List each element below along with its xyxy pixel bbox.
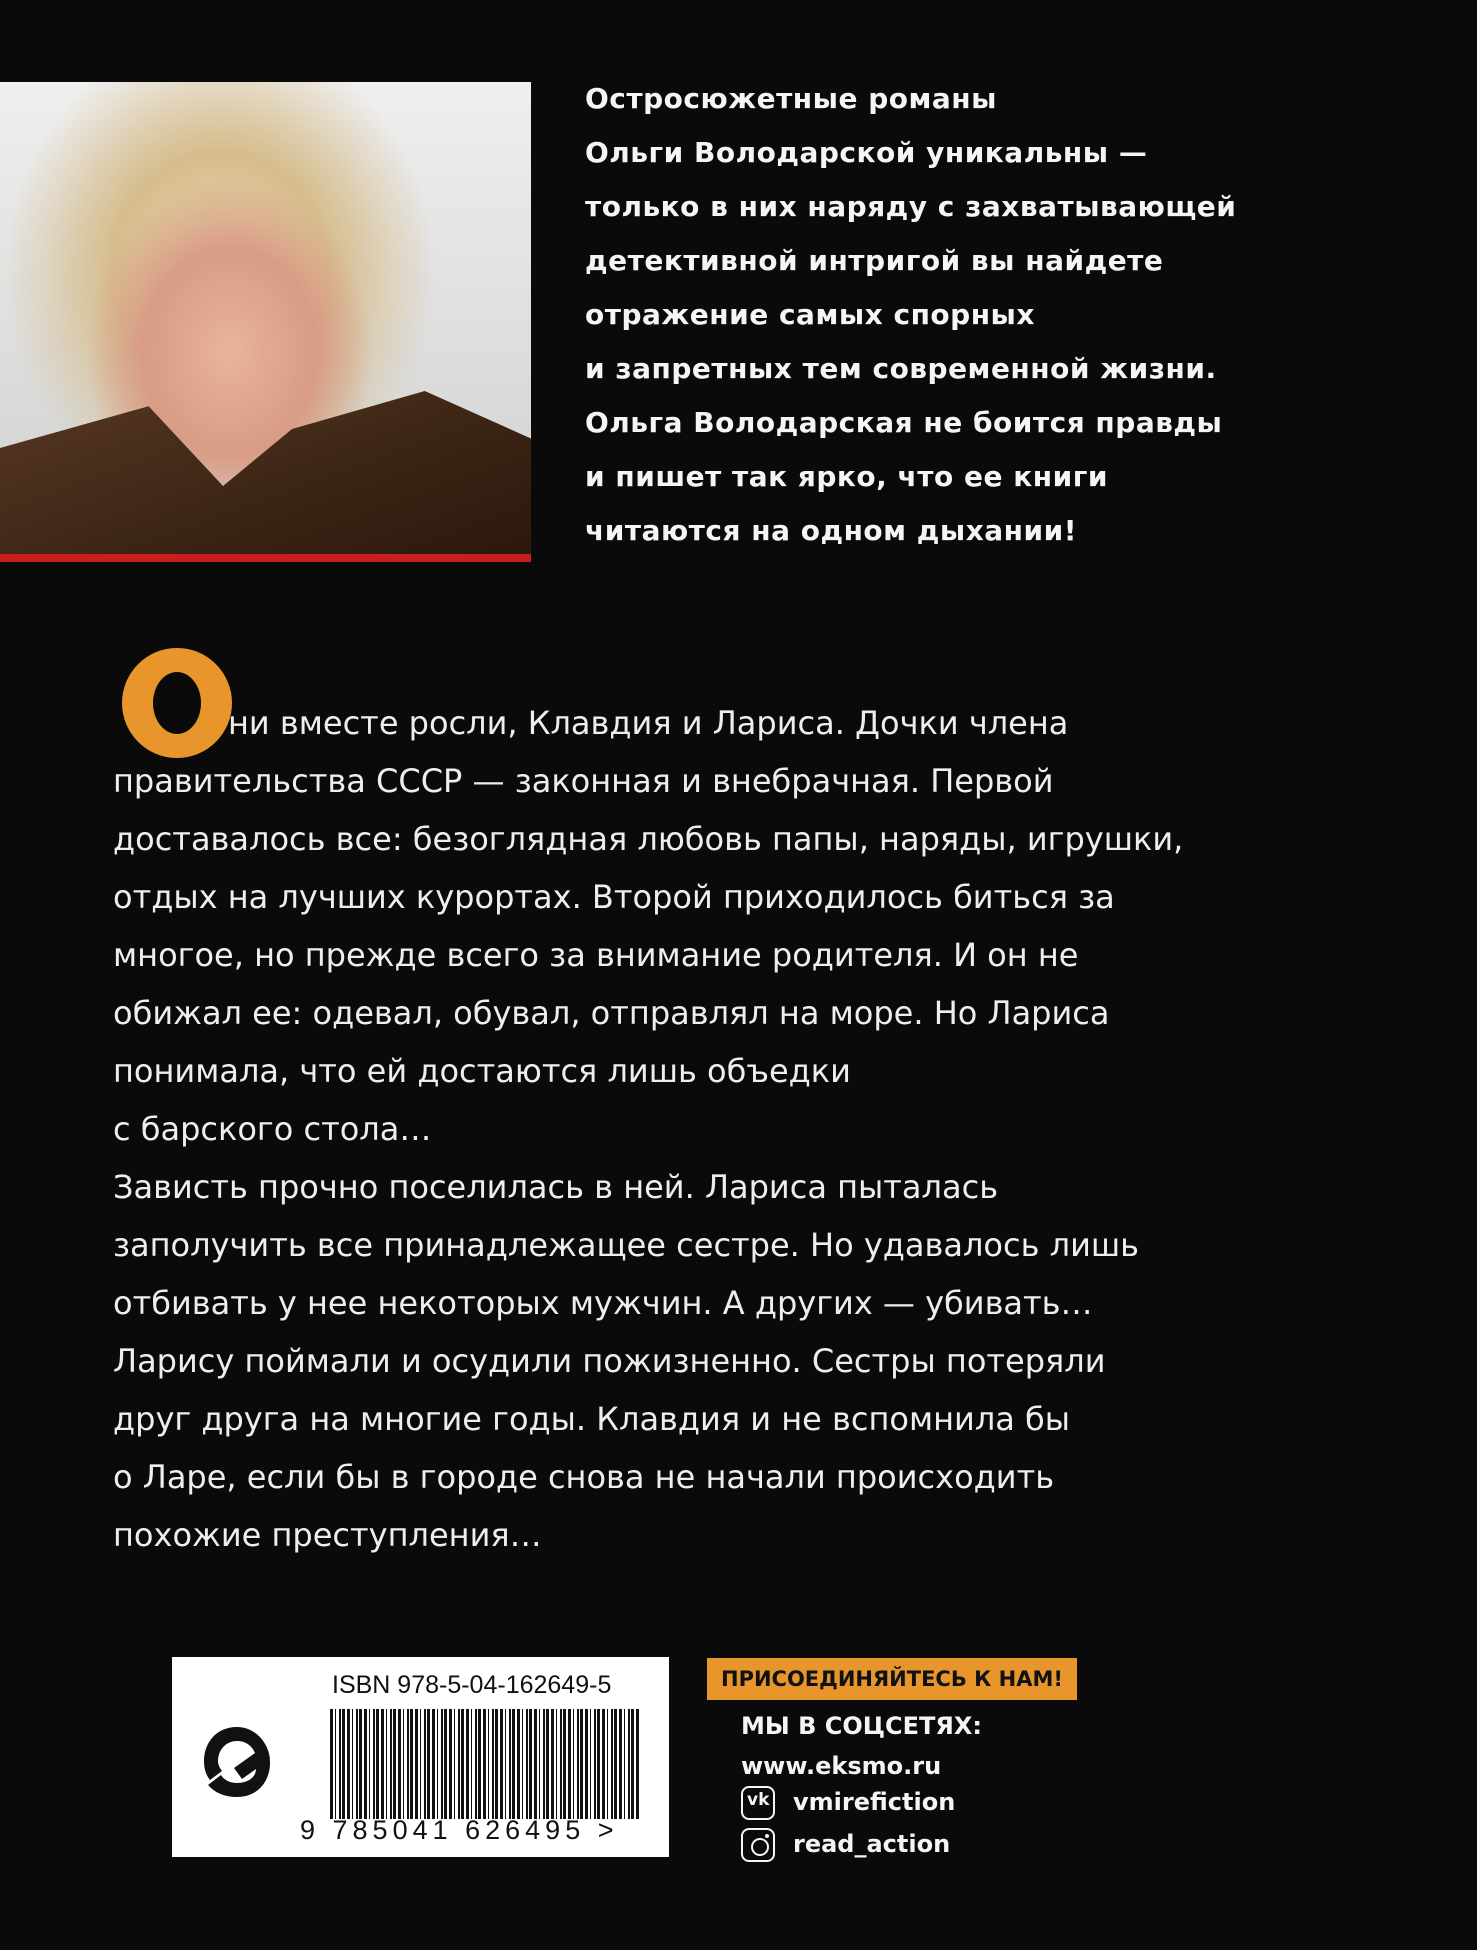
instagram-icon [741, 1828, 775, 1862]
story-line: друг друга на многие годы. Клавдия и не вспомнила бы [113, 1400, 1071, 1438]
story-line: многое, но прежде всего за внимание родителя. И он не [113, 936, 1079, 974]
story-line: заполучить все принадлежащее сестре. Но удавалось лишь [113, 1226, 1140, 1264]
blurb-line: читаются на одном дыхании! [585, 514, 1078, 547]
story-synopsis [113, 694, 1363, 1564]
join-us-banner: ПРИСОЕДИНЯЙТЕСЬ К НАМ! [707, 1658, 1077, 1700]
blurb-line: отражение самых спорных [585, 298, 1035, 331]
author-blurb [585, 72, 1445, 558]
story-line: похожие преступления… [113, 1516, 542, 1554]
story-line: понимала, что ей достаются лишь объедки [113, 1052, 851, 1090]
author-photo [0, 82, 531, 562]
blurb-line: и запретных тем современной жизни. [585, 352, 1217, 385]
blurb-line: Ольги Володарской уникальны — [585, 136, 1148, 169]
story-line: с барского стола… [113, 1110, 432, 1148]
website-link[interactable]: www.eksmo.ru [741, 1752, 942, 1780]
story-line: обижал ее: одевал, обувал, отправлял на море. Но Лариса [113, 994, 1110, 1032]
blurb-line: и пишет так ярко, что ее книги [585, 460, 1108, 493]
instagram-handle[interactable]: read_action [793, 1830, 951, 1858]
story-line: ни вместе росли, Клавдия и Лариса. Дочки члена [228, 704, 1069, 742]
blurb-line: только в них наряду с захватывающей [585, 190, 1237, 223]
eksmo-logo-icon [194, 1719, 280, 1805]
story-line: Ларису поймали и осудили пожизненно. Сестры потеряли [113, 1342, 1106, 1380]
social-heading: МЫ В СОЦСЕТЯХ: [741, 1712, 982, 1740]
barcode-bars [330, 1709, 640, 1819]
barcode-digits: 9 785041 626495 > [300, 1815, 619, 1845]
blurb-line: Остросюжетные романы [585, 82, 997, 115]
story-line: отдых на лучших курортах. Второй приходилось биться за [113, 878, 1115, 916]
story-line: о Ларе, если бы в городе снова не начали происходить [113, 1458, 1055, 1496]
story-line: правительства СССР — законная и внебрачная. Первой [113, 762, 1054, 800]
vk-icon [741, 1786, 775, 1820]
story-line: отбивать у нее некоторых мужчин. А других — убивать… [113, 1284, 1093, 1322]
barcode-block [172, 1657, 669, 1857]
blurb-line: Ольга Володарская не боится правды [585, 406, 1223, 439]
blurb-line: детективной интригой вы найдете [585, 244, 1164, 277]
author-photo-jacket [0, 372, 531, 562]
photo-red-stripe [0, 554, 531, 562]
vk-handle[interactable]: vmirefiction [793, 1788, 956, 1816]
story-line: доставалось все: безоглядная любовь папы, наряды, игрушки, [113, 820, 1184, 858]
story-line: Зависть прочно поселилась в ней. Лариса пыталась [113, 1168, 999, 1206]
isbn-label: ISBN 978-5-04-162649-5 [332, 1671, 612, 1699]
